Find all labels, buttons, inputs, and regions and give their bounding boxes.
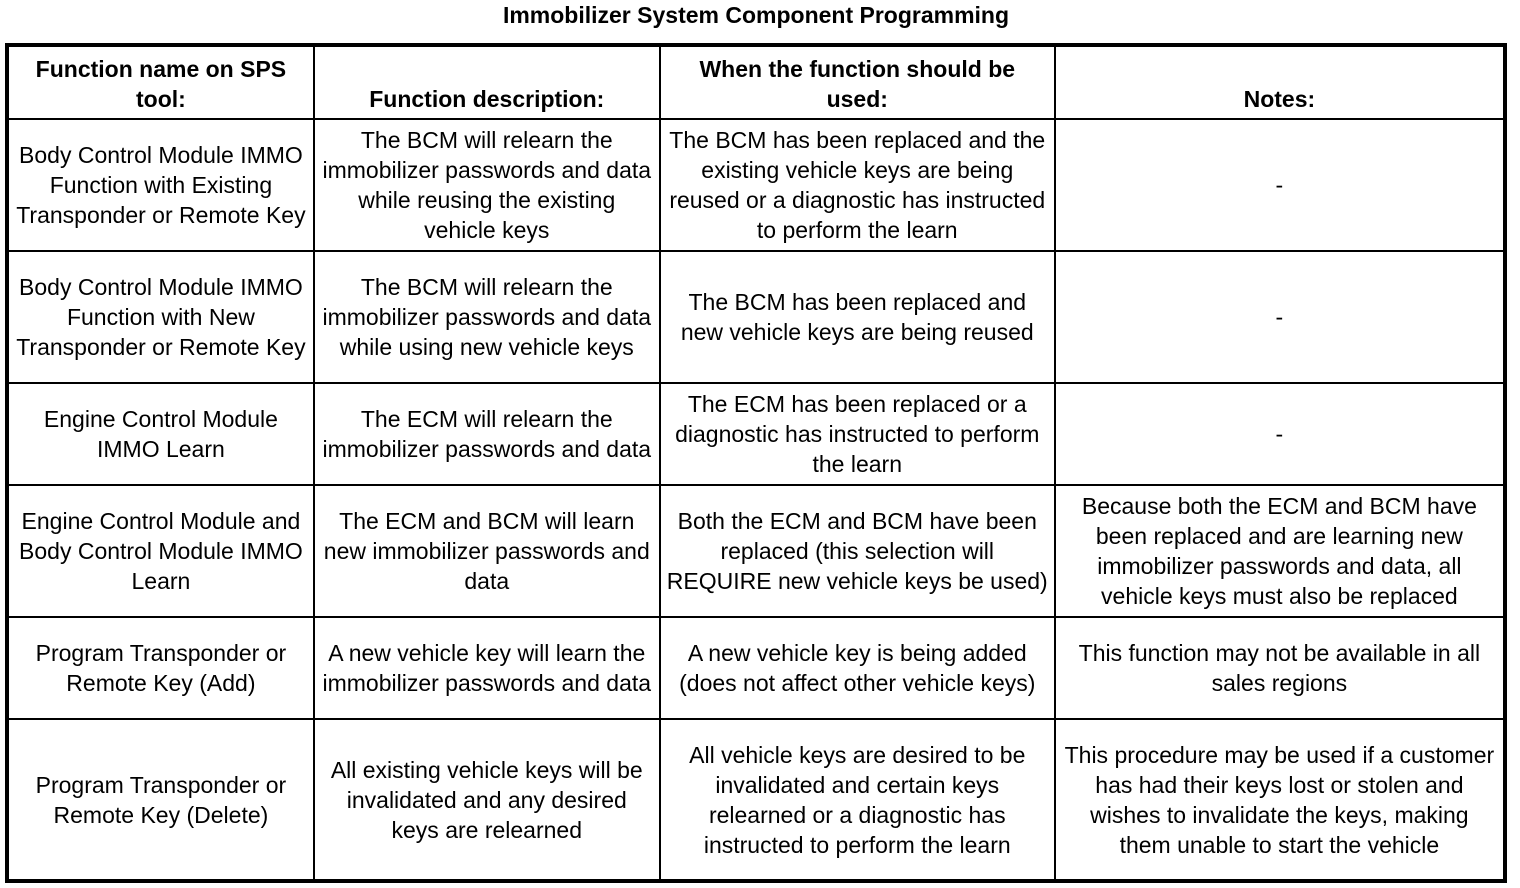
header-notes: Notes:	[1055, 45, 1505, 119]
cell-notes: -	[1055, 119, 1505, 251]
table-row	[7, 485, 1505, 617]
cell-function-description: The BCM will relearn the immobilizer passwords and data while using new vehicle keys	[314, 251, 660, 383]
header-function-name: Function name on SPS tool:	[7, 45, 314, 119]
cell-function-name: Program Transponder or Remote Key (Delete)	[7, 719, 314, 881]
table-row	[7, 719, 1505, 881]
cell-function-description: All existing vehicle keys will be invalidated and any desired keys are relearned	[314, 719, 660, 881]
header-when-used: When the function should be used:	[660, 45, 1055, 119]
table-header-row	[7, 45, 1505, 119]
cell-function-name: Body Control Module IMMO Function with New Transponder or Remote Key	[7, 251, 314, 383]
page-title: Immobilizer System Component Programming	[502, 2, 1010, 28]
cell-when-used: The BCM has been replaced and the existing vehicle keys are being reused or a diagnostic has instructed to perform the learn	[660, 119, 1055, 251]
cell-when-used: The BCM has been replaced and new vehicle keys are being reused	[660, 251, 1055, 383]
cell-function-description: The ECM will relearn the immobilizer passwords and data	[314, 383, 660, 485]
cell-function-description: The BCM will relearn the immobilizer passwords and data while reusing the existing vehicle keys	[314, 119, 660, 251]
cell-function-name: Engine Control Module IMMO Learn	[7, 383, 314, 485]
cell-function-name: Body Control Module IMMO Function with Existing Transponder or Remote Key	[7, 119, 314, 251]
header-function-description: Function description:	[314, 45, 660, 119]
cell-notes: This function may not be available in all sales regions	[1055, 617, 1505, 719]
cell-notes: -	[1055, 383, 1505, 485]
table-row	[7, 251, 1505, 383]
table-row	[7, 119, 1505, 251]
cell-when-used: The ECM has been replaced or a diagnostic has instructed to perform the learn	[660, 383, 1055, 485]
cell-when-used: Both the ECM and BCM have been replaced (this selection will REQUIRE new vehicle keys be used)	[660, 485, 1055, 617]
cell-when-used: A new vehicle key is being added (does not affect other vehicle keys)	[660, 617, 1055, 719]
cell-function-description: A new vehicle key will learn the immobilizer passwords and data	[314, 617, 660, 719]
cell-when-used: All vehicle keys are desired to be invalidated and certain keys relearned or a diagnostic has instructed to perform the learn	[660, 719, 1055, 881]
cell-notes: This procedure may be used if a customer has had their keys lost or stolen and wishes to invalidate the keys, making them unable to start the vehicle	[1055, 719, 1505, 881]
table-row	[7, 383, 1505, 485]
immobilizer-programming-table	[5, 43, 1507, 883]
cell-notes: -	[1055, 251, 1505, 383]
cell-function-name: Engine Control Module and Body Control Module IMMO Learn	[7, 485, 314, 617]
table-row	[7, 617, 1505, 719]
cell-notes: Because both the ECM and BCM have been replaced and are learning new immobilizer passwords and data, all vehicle keys must also be replaced	[1055, 485, 1505, 617]
cell-function-description: The ECM and BCM will learn new immobilizer passwords and data	[314, 485, 660, 617]
cell-function-name: Program Transponder or Remote Key (Add)	[7, 617, 314, 719]
